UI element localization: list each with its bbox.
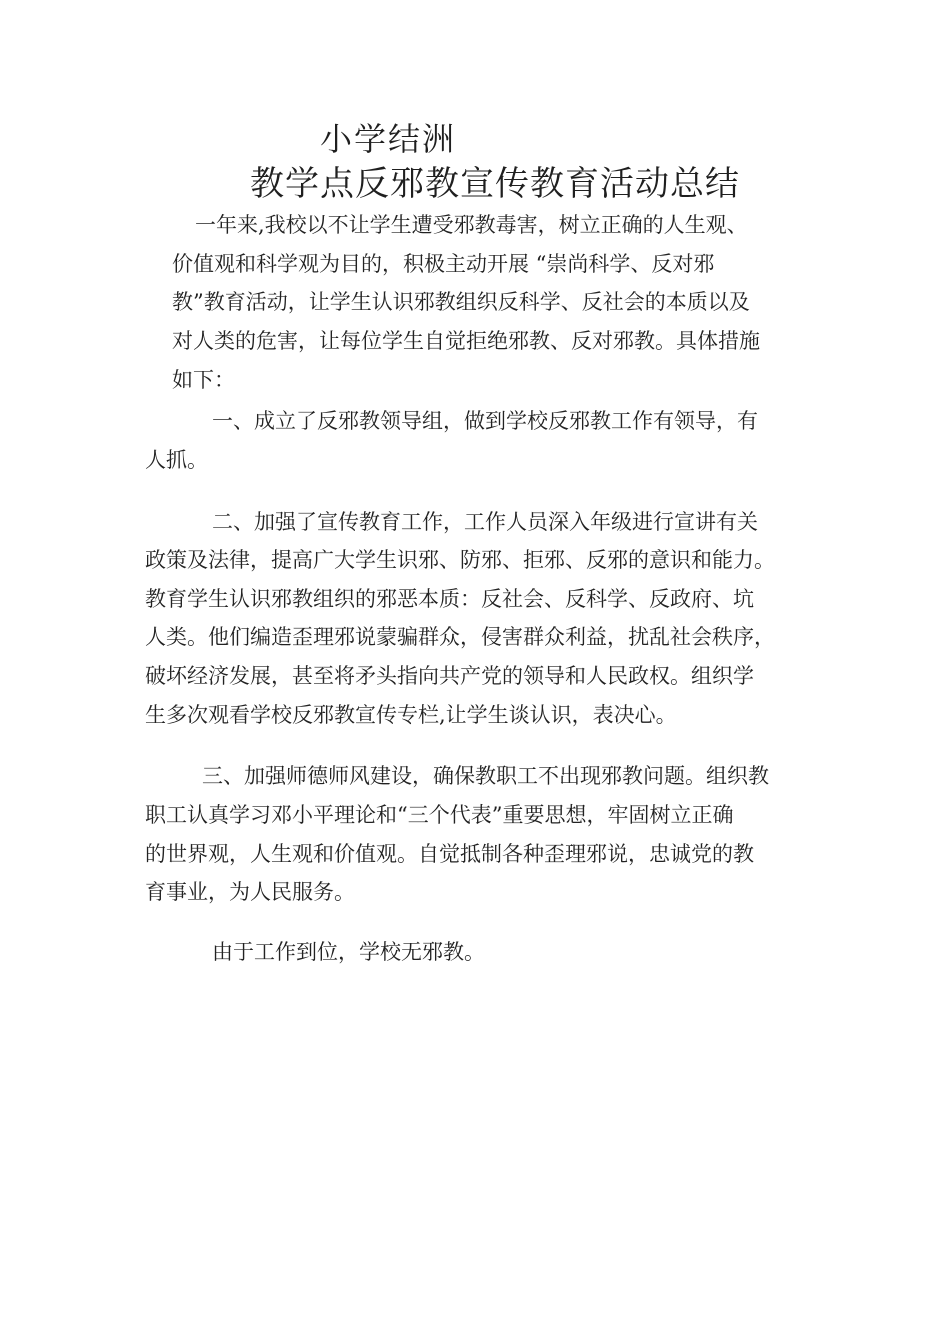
closing-line: 由于工作到位，学校无邪教。: [212, 940, 485, 964]
section3-line-4: 育事业，为人民服务。: [145, 880, 355, 904]
section2-line-1: 二、加强了宣传教育工作，工作人员深入年级进行宣讲有关: [212, 510, 758, 534]
intro-line-2: 价值观和科学观为目的，积极主动开展 “崇尚科学、反对邪: [172, 252, 715, 276]
section2-line-5: 破坏经济发展，甚至将矛头指向共产党的领导和人民政权。组织学: [145, 664, 754, 688]
intro-line-3: 教”教育活动，让学生认识邪教组织反科学、反社会的本质以及: [172, 290, 750, 314]
section3-line-2: 职工认真学习邓小平理论和“三个代表”重要思想，牢固树立正确: [145, 803, 734, 827]
section3-line-3: 的世界观，人生观和价值观。自觉抵制各种歪理邪说，忠诚党的教: [145, 842, 754, 866]
intro-line-1: 一年来,我校以不让学生遭受邪教毒害，树立正确的人生观、: [195, 213, 748, 237]
section2-line-2: 政策及法律，提高广大学生识邪、防邪、拒邪、反邪的意识和能力。: [145, 548, 775, 572]
section2-line-6: 生多次观看学校反邪教宣传专栏,让学生谈认识，表决心。: [145, 703, 677, 727]
section1-line-1: 一、成立了反邪教领导组，做到学校反邪教工作有领导，有: [212, 409, 758, 433]
document-title-school: 小学结洲: [320, 120, 457, 158]
section2-line-3: 教育学生认识邪教组织的邪恶本质：反社会、反科学、反政府、坑: [145, 587, 754, 611]
intro-line-4: 对人类的危害，让每位学生自觉拒绝邪教、反对邪教。具体措施: [172, 329, 760, 353]
document-title: 教学点反邪教宣传教育活动总结: [250, 164, 740, 204]
section3-line-1: 三、加强师德师风建设，确保教职工不出现邪教问题。组织教: [202, 764, 769, 788]
section2-line-4: 人类。他们编造歪理邪说蒙骗群众，侵害群众利益，扰乱社会秩序，: [145, 625, 775, 649]
section1-line-2: 人抓。: [145, 448, 208, 472]
intro-line-5: 如下：: [172, 368, 235, 392]
